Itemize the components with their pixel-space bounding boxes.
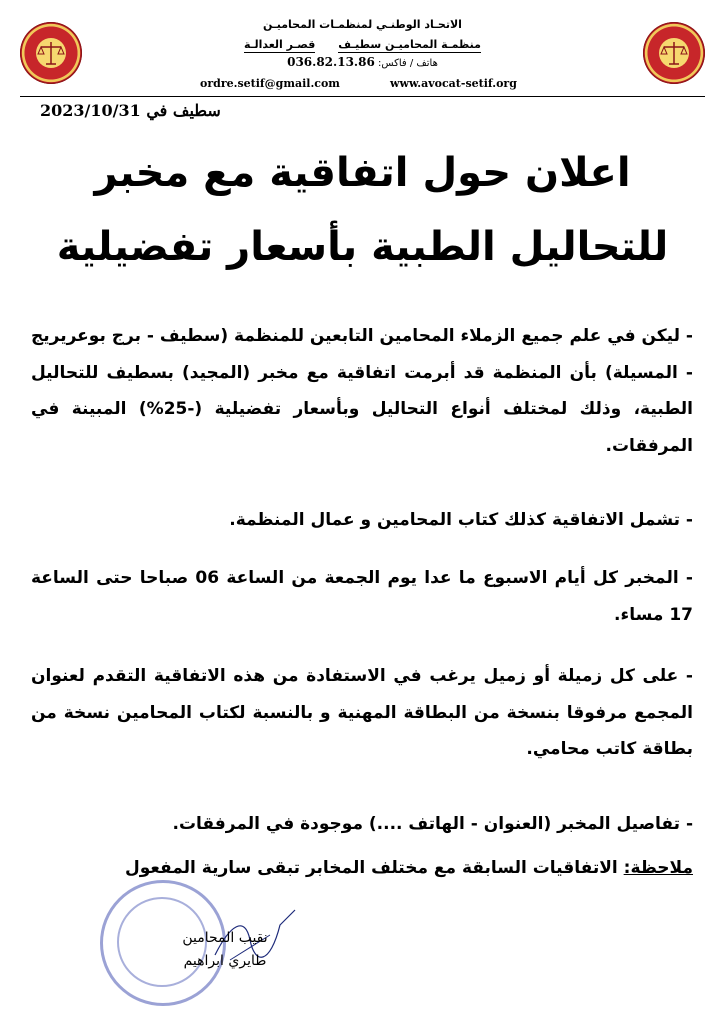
signature-title: نقيب المحامين xyxy=(182,930,268,946)
scales-of-justice-icon xyxy=(20,22,82,84)
scales-of-justice-icon xyxy=(643,22,705,84)
paragraph-procedure: - على كل زميلة أو زميل يرغب في الاستفادة من هذه الاتفاقية التقدم لعنوان المجمع مرفوقا بنسخة من البطاقة المهنية و بالنسبة لكتاب المحامين نسخة من بطاقة كاتب محامي. xyxy=(31,666,693,759)
date-value: 2023/10/31 xyxy=(40,101,141,120)
paragraph-details: - تفاصيل المخبر (العنوان - الهاتف ....) موجودة في المرفقات. xyxy=(172,814,693,834)
note-text: الاتفاقيات السابقة مع مختلف المخابر تبقى سارية المفعول xyxy=(125,858,624,878)
header-org-local-text: منظمـة المحاميـن سطيـف xyxy=(338,38,481,51)
signature-name: طايري ابراهيم xyxy=(183,953,267,969)
header-org-local xyxy=(180,38,545,51)
date-place: سطيف في xyxy=(146,101,221,120)
org-seal-left xyxy=(20,22,82,84)
paragraph-hours: - المخبر كل أيام الاسبوع ما عدا يوم الجمعة من الساعة 06 صباحا حتى الساعة 17 مساء. xyxy=(31,568,693,625)
phone-number: 036.82.13.86 xyxy=(287,55,375,69)
title-line-1: اعلان حول اتفاقية مع مخبر xyxy=(94,150,631,196)
header-org-national: الاتحـاد الوطنـي لمنظمـات المحاميـن xyxy=(263,18,462,31)
header-website: www.avocat-setif.org xyxy=(390,77,517,90)
note-label: ملاحظة: xyxy=(623,858,693,878)
paragraph-agreement: - ليكن في علم جميع الزملاء المحامين التابعين للمنظمة (سطيف - برج بوعريريج - المسيلة) بأن المنظمة قد أبرمت اتفاقية مع مخبر (المجيد) بسطيف للتحاليل الطبية، وذلك لمختلف أنواع التحاليل وبأسعار تفضيلية (-25%) المبينة في المرفقات. xyxy=(31,326,693,456)
date-line xyxy=(40,101,221,120)
note-line xyxy=(31,858,693,878)
header-building-text: قصـر العدالـة xyxy=(244,38,316,51)
phone-label: هاتف / فاكس: xyxy=(377,58,438,69)
paragraph-coverage: - تشمل الاتفاقية كذلك كتاب المحامين و عمال المنظمة. xyxy=(229,510,693,530)
header-email: ordre.setif@gmail.com xyxy=(200,77,340,90)
header-phone xyxy=(180,56,545,70)
title-line-2: للتحاليل الطبية بأسعار تفضيلية xyxy=(56,224,669,270)
header-divider xyxy=(20,96,705,97)
org-seal-right xyxy=(643,22,705,84)
